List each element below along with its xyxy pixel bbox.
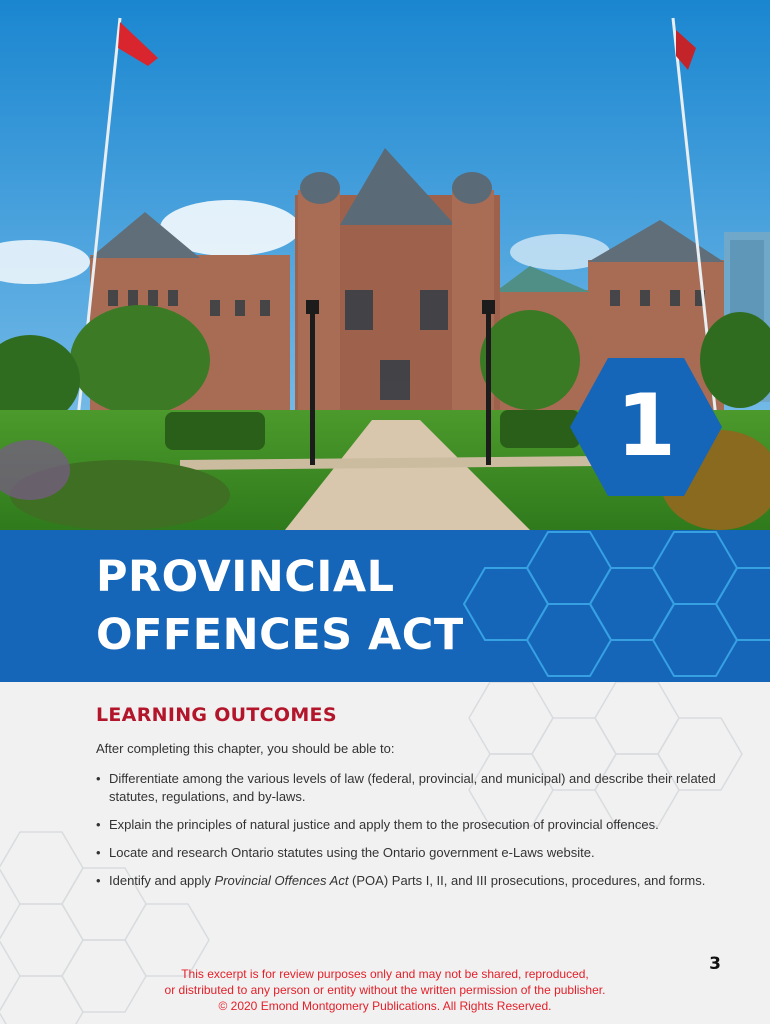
learning-outcomes-intro: After completing this chapter, you should be able to: <box>96 741 395 756</box>
list-item-text-before: Identify and apply <box>109 873 215 888</box>
act-title-italic: Provincial Offences Act <box>214 873 349 888</box>
list-item-text-after: (POA) Parts I, II, and III prosecutions, procedures, and forms. <box>348 873 706 888</box>
learning-outcomes-section <box>96 704 716 900</box>
list-item: • Explain the principles of natural justice and apply them to the prosecution of provincial offences. <box>96 816 716 834</box>
page-number: 3 <box>709 954 721 974</box>
chapter-number: 1 <box>616 376 676 476</box>
disclaimer <box>110 966 660 1014</box>
learning-outcomes-list <box>96 770 716 890</box>
chapter-title: PROVINCIAL OFFENCES ACT <box>96 552 464 660</box>
disclaimer-line-2: or distributed to any person or entity without the written permission of the publisher. <box>164 983 606 997</box>
learning-outcomes-heading: LEARNING OUTCOMES <box>96 704 337 726</box>
list-item <box>96 872 716 890</box>
disclaimer-line-1: This excerpt is for review purposes only and may not be shared, reproduced, <box>181 967 589 981</box>
list-item: • Locate and research Ontario statutes using the Ontario government e-Laws website. <box>96 844 716 862</box>
disclaimer-line-3: © 2020 Emond Montgomery Publications. All Rights Reserved. <box>218 999 552 1013</box>
list-item: • Differentiate among the various levels of law (federal, provincial, and municipal) and describe their related statutes, regulations, and by-laws. <box>96 770 716 806</box>
